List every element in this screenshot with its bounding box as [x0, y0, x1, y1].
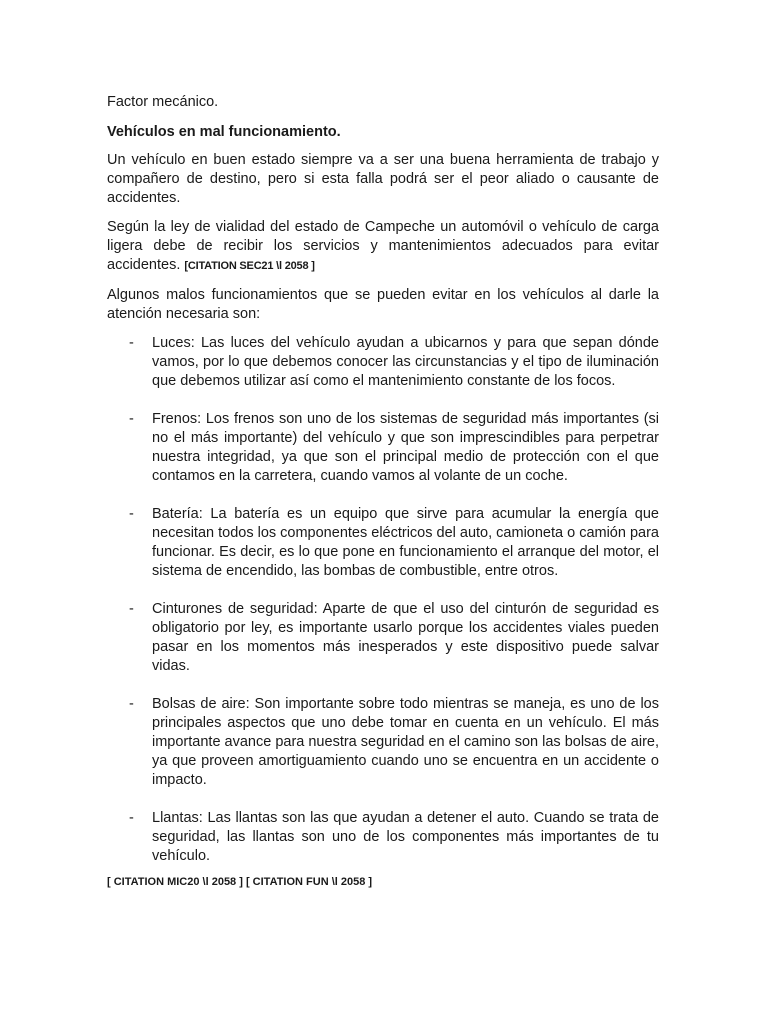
list-item-text: Bolsas de aire: Son importante sobre todo mientras se maneja, es uno de los principales aspectos que uno debe tomar en cuenta en un vehículo. El más importante avance para nuestra seguridad en el camino son las bolsas de aire, ya que proveen amortiguamiento cuando uno se encuentra en un accidente o impacto.: [152, 696, 659, 788]
paragraph-text: Según la ley de vialidad del estado de Campeche un automóvil o vehículo de carga ligera debe de recibir los servicios y mantenimientos adecuados para evitar accidentes.: [107, 219, 659, 273]
list-item-frenos: [107, 410, 659, 486]
inline-citation: [CITATION SEC21 \l 2058 ]: [184, 260, 315, 272]
list-item-bolsas-aire: [107, 695, 659, 790]
bullet-dash: -: [129, 696, 134, 712]
list-item-luces: [107, 334, 659, 391]
footer-citation: [ CITATION MIC20 \l 2058 ] [ CITATION FUN \l 2058 ]: [107, 876, 373, 888]
paragraph-list-intro: [107, 286, 659, 324]
list-item-cinturones: [107, 600, 659, 676]
list-item-text: Batería: La batería es un equipo que sirve para acumular la energía que necesitan todos los componentes eléctricos del auto, camioneta o camión para funcionar. Es decir, es lo que pone en funcionamiento el arranque del motor, el sistema de encendido, las bombas de combustible, entre otros.: [152, 506, 659, 579]
paragraph-intro: [107, 151, 659, 208]
section-subheading: Vehículos en mal funcionamiento.: [107, 124, 341, 140]
list-item-text: Luces: Las luces del vehículo ayudan a ubicarnos y para que sepan dónde vamos, por lo que debemos conocer las circunstancias y el tipo de iluminación que debemos utilizar así como el mantenimiento constante de los focos.: [152, 335, 659, 389]
list-item-llantas: [107, 809, 659, 866]
list-item-text: Llantas: Las llantas son las que ayudan a detener el auto. Cuando se trata de seguridad, las llantas son uno de los componentes más importantes de tu vehículo.: [152, 810, 659, 864]
list-item-bateria: [107, 505, 659, 581]
paragraph-law: [107, 218, 659, 276]
bullet-dash: -: [129, 411, 134, 427]
paragraph-text: Algunos malos funcionamientos que se pueden evitar en los vehículos al darle la atención necesaria son:: [107, 287, 659, 322]
bullet-dash: -: [129, 601, 134, 617]
list-item-text: Frenos: Los frenos son uno de los sistemas de seguridad más importantes (si no el más importante) del vehículo y que son imprescindibles para perpetrar nuestra integridad, ya que son el principal medio de protección con el que contamos en la carretera, cuando vamos al volante de un coche.: [152, 411, 659, 484]
list-item-text: Cinturones de seguridad: Aparte de que el uso del cinturón de seguridad es obligatorio por ley, es importante usarlo porque los accidentes viales pueden pasar en los momentos más inesperados y este dispositivo puede salvar vidas.: [152, 601, 659, 674]
section-heading: Factor mecánico.: [107, 94, 219, 110]
bullet-dash: -: [129, 506, 134, 522]
paragraph-text: Un vehículo en buen estado siempre va a ser una buena herramienta de trabajo y compañero de destino, pero si esta falla podrá ser el peor aliado o causante de accidentes.: [107, 152, 659, 206]
malfunction-list: [107, 334, 659, 866]
bullet-dash: -: [129, 335, 134, 351]
document-body: [107, 93, 659, 890]
bullet-dash: -: [129, 810, 134, 826]
